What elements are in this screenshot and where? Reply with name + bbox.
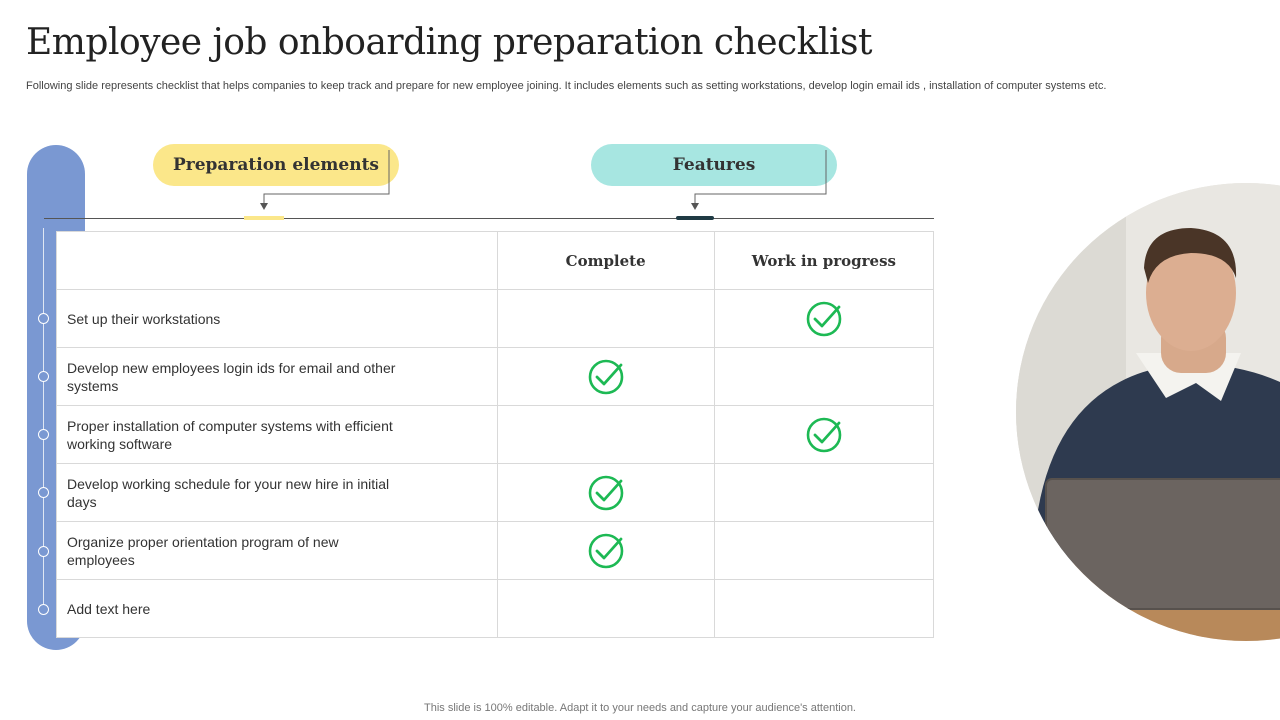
timeline-dot bbox=[38, 371, 49, 382]
page-subtitle: Following slide represents checklist that helps companies to keep track and prepare for new employee joining. It includes elements such as setting workstations, develop login email ids , installation of computer systems etc. bbox=[26, 80, 1107, 92]
row-label-cell bbox=[57, 580, 498, 638]
table-row bbox=[57, 580, 934, 638]
check-circle-icon bbox=[498, 474, 714, 512]
timeline-dot bbox=[38, 546, 49, 557]
timeline-dot bbox=[38, 604, 49, 615]
row-label-cell bbox=[57, 522, 498, 580]
check-circle-icon bbox=[715, 300, 933, 338]
table-row bbox=[57, 464, 934, 522]
timeline-dot bbox=[38, 487, 49, 498]
check-circle-icon bbox=[715, 416, 933, 454]
features-pill: Features bbox=[591, 144, 837, 186]
row-label-cell bbox=[57, 290, 498, 348]
complete-cell bbox=[497, 522, 714, 580]
row-label-cell bbox=[57, 464, 498, 522]
work-in-progress-cell bbox=[714, 290, 933, 348]
table-row bbox=[57, 348, 934, 406]
preparation-marker bbox=[244, 216, 284, 220]
person-illustration bbox=[1016, 183, 1280, 641]
check-circle-icon bbox=[498, 532, 714, 570]
row-label: Set up their workstations bbox=[67, 310, 221, 327]
table-row bbox=[57, 406, 934, 464]
row-label-cell bbox=[57, 406, 498, 464]
complete-cell bbox=[497, 464, 714, 522]
row-label: Add text here bbox=[67, 600, 151, 617]
row-label: Develop new employees login ids for email and other systems bbox=[67, 359, 396, 394]
preparation-elements-pill: Preparation elements bbox=[153, 144, 399, 186]
footer-note: This slide is 100% editable. Adapt it to your needs and capture your audience's attention. bbox=[424, 702, 856, 714]
work-in-progress-cell bbox=[714, 580, 933, 638]
employee-photo bbox=[1016, 183, 1280, 641]
table-row bbox=[57, 522, 934, 580]
header-complete: Complete bbox=[497, 232, 714, 290]
row-label: Develop working schedule for your new hire in initial days bbox=[67, 475, 390, 510]
features-marker bbox=[676, 216, 714, 220]
header-elements bbox=[57, 232, 498, 290]
table-row bbox=[57, 290, 934, 348]
work-in-progress-cell bbox=[714, 522, 933, 580]
work-in-progress-cell bbox=[714, 348, 933, 406]
row-label: Organize proper orientation program of new employees bbox=[67, 533, 339, 568]
work-in-progress-cell bbox=[714, 464, 933, 522]
page-title: Employee job onboarding preparation checklist bbox=[26, 22, 872, 63]
timeline-dot bbox=[38, 313, 49, 324]
work-in-progress-cell bbox=[714, 406, 933, 464]
header-work-in-progress: Work in progress bbox=[714, 232, 933, 290]
complete-cell bbox=[497, 290, 714, 348]
row-label: Proper installation of computer systems with efficient working software bbox=[67, 417, 393, 452]
checklist-table bbox=[56, 231, 934, 638]
complete-cell bbox=[497, 348, 714, 406]
complete-cell bbox=[497, 406, 714, 464]
complete-cell bbox=[497, 580, 714, 638]
timeline-dot bbox=[38, 429, 49, 440]
table-header-row bbox=[57, 232, 934, 290]
row-label-cell bbox=[57, 348, 498, 406]
header-divider-line bbox=[44, 218, 934, 219]
check-circle-icon bbox=[498, 358, 714, 396]
